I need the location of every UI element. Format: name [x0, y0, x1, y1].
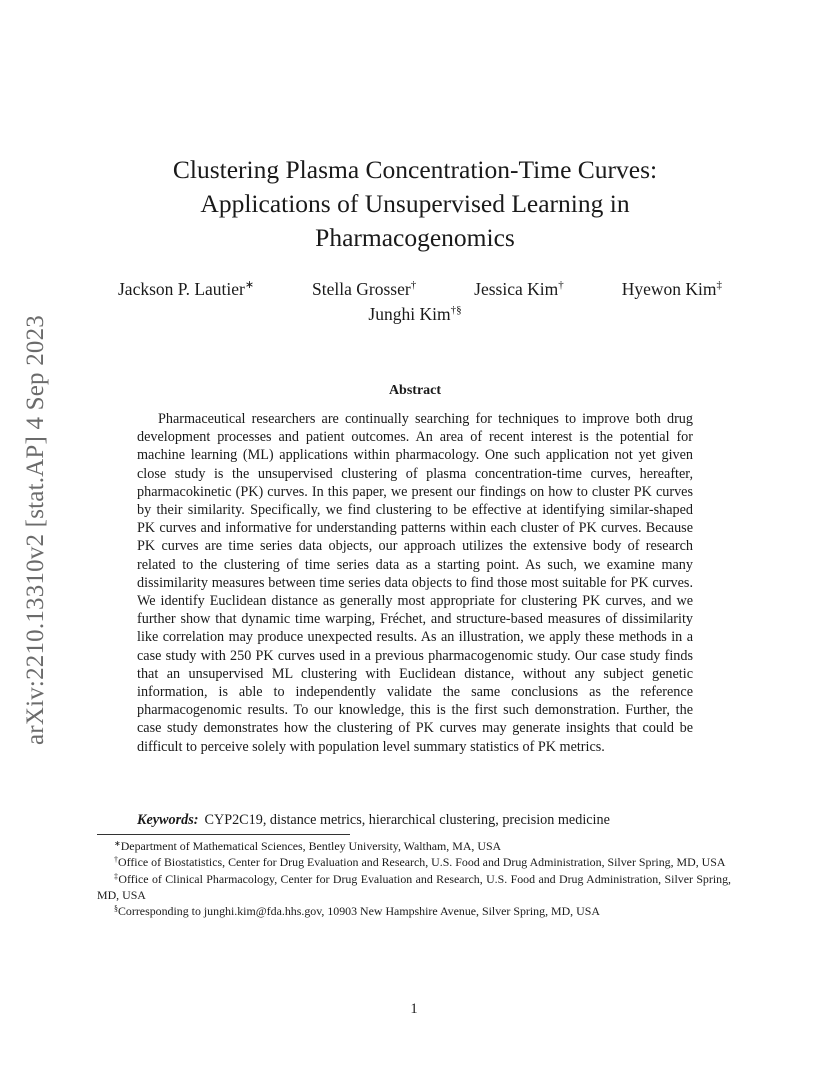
author: Junghi Kim†§	[368, 304, 462, 324]
keywords-text: CYP2C19, distance metrics, hierarchical clustering, precision medicine	[204, 812, 610, 828]
footnote-mark: ‡	[114, 871, 119, 881]
affiliation-mark: †	[410, 279, 417, 291]
title-line-3: Pharmacogenomics	[315, 223, 515, 252]
author: Jackson P. Lautier∗	[118, 279, 255, 299]
footnote: ‡Office of Clinical Pharmacology, Center for Drug Evaluation and Research, U.S. Food and Drug Administration, Silver Spring, MD, USA	[97, 871, 731, 902]
author-list-continued	[120, 302, 710, 326]
affiliation-mark: ∗	[244, 279, 255, 291]
author-list	[118, 277, 722, 301]
author: Jessica Kim†	[474, 279, 564, 299]
footnote: §Corresponding to junghi.kim@fda.hhs.gov, 10903 New Hampshire Avenue, Silver Spring, MD, USA	[114, 904, 600, 919]
keywords	[137, 811, 697, 829]
keywords-label: Keywords:	[137, 812, 199, 828]
paper-title	[120, 153, 710, 255]
footnote-divider	[97, 834, 350, 835]
affiliation-mark: ‡	[716, 279, 722, 291]
abstract-text: Pharmaceutical researchers are continually searching for techniques to improve both drug development processes and patient outcomes. An area of recent interest is the potential for machine learning (ML) applications within pharmacology. One such application not yet given close study is the unsupervised clustering of plasma concentration-time curves, hereafter, pharmacokinetic (PK) curves. In this paper, we present our findings on how to cluster PK curves by their similarity. Specifically, we find clustering to be effective at identifying similar-shaped PK curves and informative for understanding patterns within each cluster of PK curves. Because PK curves are time series data objects, our approach utilizes the extensive body of research related to the clustering of time series data as a starting point. As such, we examine many dissimilarity measures between time series data objects to find those most suitable for PK curves. We identify Euclidean distance as generally most appropriate for clustering PK curves, and we further show that dynamic time warping, Fréchet, and structure-based measures of dissimilarity like correlation may produce unexpected results. As an illustration, we apply these methods in a case study with 250 PK curves used in a previous pharmacogenomic study. Our case study finds that an unsupervised ML clustering with Euclidean distance, without any subject genetic information, is able to independently validate the same conclusions as the reference pharmacogenomic results. To our knowledge, this is the first such demonstration. Further, the case study demonstrates how the clustering of PK curves may generate insights that could be difficult to perceive solely with population level summary statistics of PK metrics.	[137, 411, 693, 755]
abstract-heading: Abstract	[388, 383, 442, 398]
footnote-mark: †	[114, 855, 118, 865]
footnote-mark: §	[114, 904, 118, 914]
page-number: 1	[410, 1001, 418, 1017]
footnotes	[97, 838, 731, 919]
affiliation-mark: †§	[450, 304, 462, 316]
title-line-2: Applications of Unsupervised Learning in	[200, 189, 630, 218]
footnote-mark: ∗	[114, 839, 121, 848]
arxiv-sidebar-stamp	[20, 295, 52, 765]
arxiv-identifier: arXiv:2210.13310v2 [stat.AP] 4 Sep 2023	[22, 315, 49, 745]
footnote: ∗Department of Mathematical Sciences, Bentley University, Waltham, MA, USA	[114, 839, 502, 853]
title-line-1: Clustering Plasma Concentration-Time Curves:	[172, 155, 658, 184]
footnote: †Office of Biostatistics, Center for Drug Evaluation and Research, U.S. Food and Drug Administration, Silver Spring, MD, USA	[114, 855, 726, 870]
author: Stella Grosser†	[312, 279, 417, 299]
affiliation-mark: †	[558, 279, 564, 291]
author: Hyewon Kim‡	[621, 279, 722, 299]
